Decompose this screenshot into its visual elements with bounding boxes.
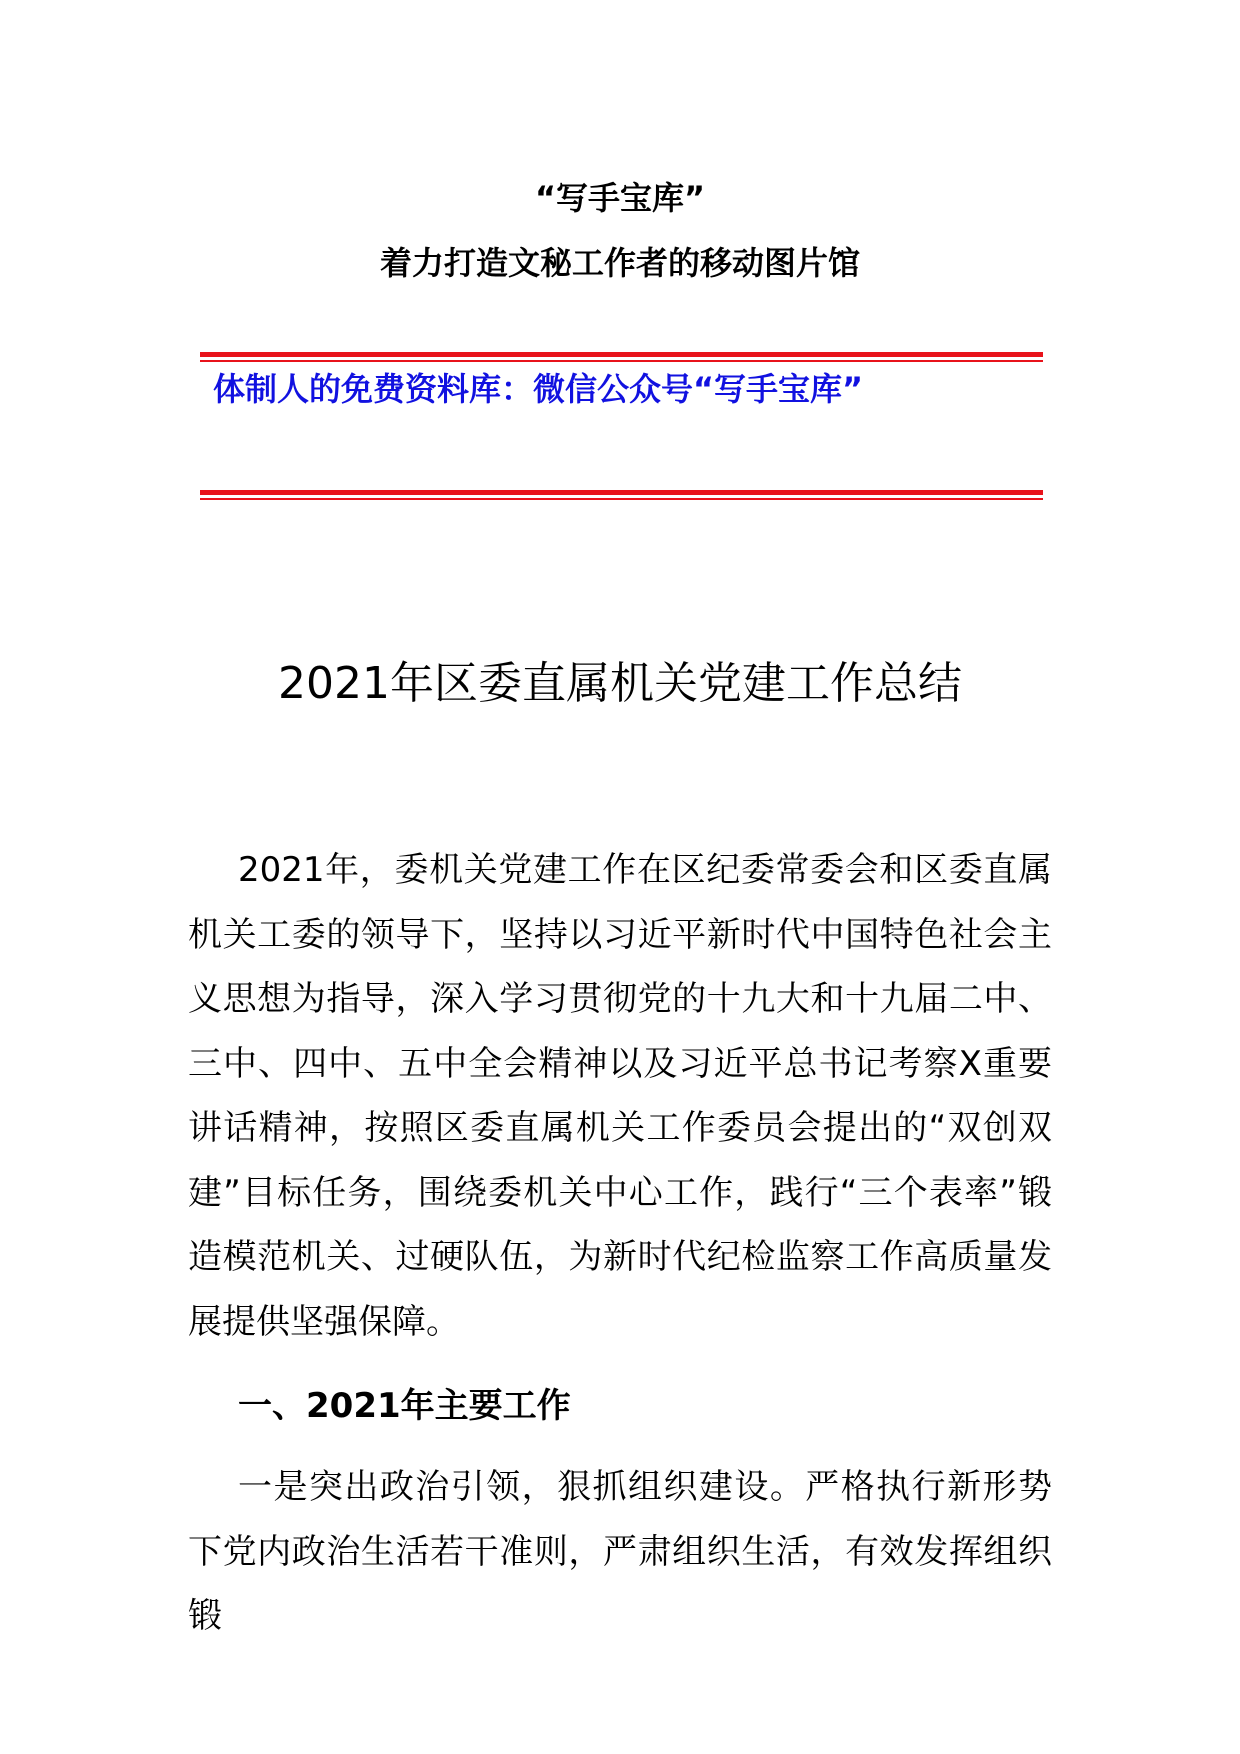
red-rule-bottom — [200, 490, 1043, 500]
brand-tagline: 着力打造文秘工作者的移动图片馆 — [379, 244, 860, 282]
intro-paragraph: 2021年，委机关党建工作在区纪委常委会和区委直属机关工委的领导下，坚持以习近平新时代中国特色社会主义思想为指导，深入学习贯彻党的十九大和十九届二中、三中、四中、五中全会精神以及习近平总书记考察X重要讲话精神，按照区委直属机关工作委员会提出的“双创双建”目标任务，围绕委机关中心工作，践行“三个表率”锻造模范机关、过硬队伍，为新时代纪检监察工作高质量发展提供坚强保障。 — [188, 850, 1052, 1342]
red-rule-top — [200, 352, 1043, 362]
promo-banner: 体制人的免费资料库：微信公众号“写手宝库” — [213, 370, 864, 408]
red-rule-bottom-thin — [200, 498, 1043, 500]
section-heading-1: 一、2021年主要工作 — [238, 1386, 571, 1426]
section-1-paragraph: 一是突出政治引领，狠抓组织建设。严格执行新形势下党内政治生活若干准则，严肃组织生活，有效发挥组织锻 — [188, 1467, 1052, 1636]
red-rule-top-thin — [200, 360, 1043, 362]
brand-quote: “写手宝库” — [534, 179, 706, 217]
red-rule-bottom-thick — [200, 490, 1043, 495]
document-title: 2021年区委直属机关党建工作总结 — [278, 658, 962, 709]
red-rule-top-thick — [200, 352, 1043, 357]
